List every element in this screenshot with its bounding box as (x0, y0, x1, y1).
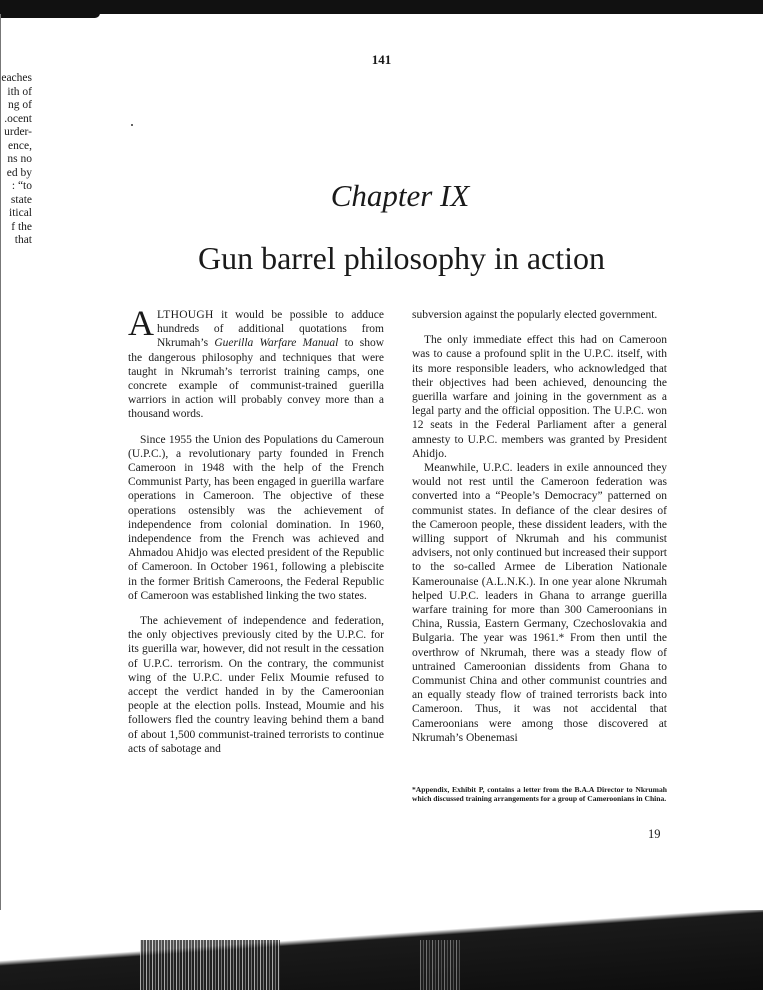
book-title: Guerilla Warfare Manual (214, 337, 339, 350)
paragraph-text: to show the dangerous philosophy and techniques that were taught in Nkrumah’s terrorist training camps, one concrete example of communist-trained guerilla warriors in action will probably convey more than a thousand words. (128, 337, 385, 421)
scan-noise (420, 940, 460, 990)
paragraph: Meanwhile, U.P.C. leaders in exile announced they would not rest until the Cameroon federation was converted into a “People’s Democracy” patterned on communist states. In defiance of the clear desires of the Cameroon people, these dissident leaders, with the willing support of Nkrumah and his communist advisers, not only continued but increased their support to the so-called Armee de Liberation Nationale Kamerounaise (A.L.N.K.). In one year alone Nkrumah helped U.P.C. leaders in Ghana to arrange guerilla warfare training for more than 300 Cameroonians in China, Russia, Eastern Germany, Czechoslovakia and Bulgaria. The year was 1961.* From then until the overthrow of Nkrumah, there was a steady flow of untrained Cameroonian dissidents from Ghana to Communist China and other communist countries and an equally steady flow of trained terrorists back into Cameroon. Thus, it was not accidental that Cameroonians were among those discovered at Nkrumah’s Obenemasi (412, 462, 667, 744)
fragment-line: itical (9, 207, 32, 219)
left-column (128, 303, 385, 767)
fragment-line: f the (11, 220, 32, 233)
ink-speck (131, 124, 133, 126)
paragraph: subversion against the popularly elected government. (412, 309, 658, 321)
paragraph: The achievement of independence and federation, the only objectives previously cited by the U.P.C. for its guerilla war, however, did not result in the cessation of U.P.C. terrorism. On the contrary, the communist wing of the U.P.C. under Felix Moumie refused to accept the verdict handed in by the Cameroonian people at the election polls. Instead, Moumie and his followers fled the country leaving behind them a band of about 1,500 communist-trained terrorists to continue acts of sabotage and (128, 615, 384, 755)
fragment-line: : “to (11, 180, 32, 192)
paragraph (128, 303, 385, 422)
scan-top-edge (0, 0, 763, 14)
fragment-line: ence, (8, 139, 32, 152)
fragment-line: ns no (7, 153, 32, 165)
folio-number: 19 (648, 827, 661, 841)
scan-noise (140, 940, 280, 990)
fragment-line: that (14, 234, 32, 246)
fragment-line: urder- (4, 126, 32, 138)
scan-top-edge-lip (0, 13, 100, 18)
fragment-line: state (10, 193, 32, 206)
paragraph-text: it would be possible to adduce hundreds of additional quotations from Nkrumah’s (157, 309, 384, 350)
paragraph: Since 1955 the Union des Populations du Cameroun (U.P.C.), a revolutionary party founded in French Cameroon in 1948 with the help of the French Communist Party, has been engaged in guerilla warfare operations in Cameroon. The objective of these operations ostensibly was the achievement of independence from colonial domination. In 1960, independence from the French was achieved and Ahmadou Ahidjo was elected president of the Republic of Cameroon. In October 1961, following a plebiscite in the former British Cameroons, the Federal Republic of Cameroon was established linking the two states. (128, 433, 384, 602)
previous-page-fragments (0, 72, 32, 248)
fragment-line: ng of (8, 99, 32, 111)
fragment-line: .ocent (4, 112, 32, 125)
chapter-title: Gun barrel philosophy in action (197, 240, 606, 276)
scan-bottom-edge (0, 910, 763, 990)
chapter-label: Chapter IX (330, 178, 470, 213)
fragment-line: eaches (1, 72, 32, 84)
fragment-line: ith of (7, 85, 32, 98)
fragment-line: ed by (6, 166, 32, 179)
right-column (412, 308, 667, 756)
paragraph: The only immediate effect this had on Cameroon was to cause a profound split in the U.P.C. itself, with its more responsible leaders, who acknowledged that their objectives had been achieved, denouncing the guerilla warfare and joining in the government as a legal party and the official opposition. The U.P.C. won 12 seats in the Federal Parliament after a general amnesty to U.P.C. members was granted by President Ahidjo. (412, 334, 667, 460)
footnote: *Appendix, Exhibit P, contains a letter from the B.A.A Director to Nkrumah which discussed training arrangements for a group of Cameroonians in China. (412, 785, 667, 803)
lead-word: LTHOUGH (157, 309, 214, 321)
page-number: 141 (371, 52, 392, 67)
drop-cap: A (128, 303, 154, 343)
